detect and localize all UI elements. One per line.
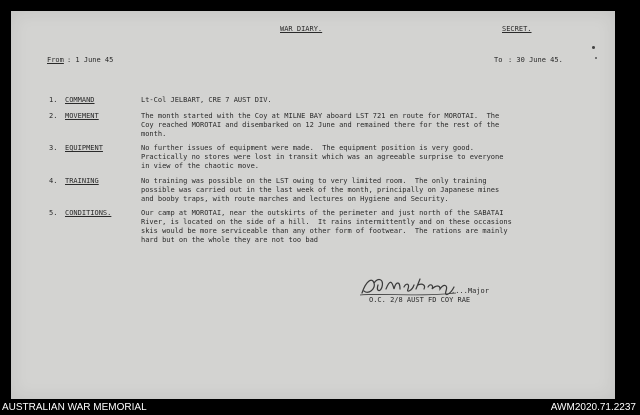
item-number: 2. — [49, 112, 58, 120]
to-date: : 30 June 45. — [508, 56, 563, 64]
archive-credit: AUSTRALIAN WAR MEMORIAL — [2, 402, 147, 413]
paper-mark — [595, 57, 597, 59]
document-title: WAR DIARY. — [280, 25, 323, 33]
classification-marking: SECRET. — [502, 25, 532, 33]
document-page — [11, 11, 615, 399]
item-number: 4. — [49, 177, 58, 185]
item-number: 5. — [49, 209, 58, 217]
to-label: To — [494, 56, 503, 64]
signatory-unit: O.C. 2/8 AUST FD COY RAE — [369, 296, 471, 304]
from-label: From — [47, 56, 64, 64]
signatory-rank: ....Major — [451, 287, 489, 295]
item-number: 3. — [49, 144, 58, 152]
paper-mark — [592, 46, 595, 49]
item-heading-command: COMMAND — [65, 96, 95, 104]
item-body-conditions: Our camp at MOROTAI, near the outskirts of the perimeter and just north of the SABATAI River, is located on the side of a hill. It rains intermittently and on these occasions skis would be more serviceable than any other form of footwear. The rations are mainly hard but on the whole they are not too bad — [141, 209, 512, 244]
item-body-equipment: No further issues of equipment were made. The equipment position is very good. Practically no stores were lost in transit which was an agreeable surprise to everyone in view of the chaotic move. — [141, 144, 504, 170]
item-body-movement: The month started with the Coy at MILNE BAY aboard LST 721 en route for MOROTAI. The Coy reached MOROTAI and disembarked on 12 June and remained there for the rest of the month. — [141, 112, 500, 138]
item-heading-conditions: CONDITIONS. — [65, 209, 112, 217]
item-body-training: No training was possible on the LST owing to very limited room. The only training possible was carried out in the last week of the month, principally on Japanese mines and booby traps, with route marches and lectures on Hygiene and Security. — [141, 177, 500, 203]
item-heading-movement: MOVEMENT — [65, 112, 99, 120]
item-body-command: Lt-Col JELBART, CRE 7 AUST DIV. — [141, 96, 272, 104]
item-number: 1. — [49, 96, 58, 104]
item-heading-equipment: EQUIPMENT — [65, 144, 103, 152]
archive-reference: AWM2020.71.2237 — [550, 402, 636, 413]
item-heading-training: TRAINING — [65, 177, 99, 185]
from-date: : 1 June 45 — [67, 56, 114, 64]
